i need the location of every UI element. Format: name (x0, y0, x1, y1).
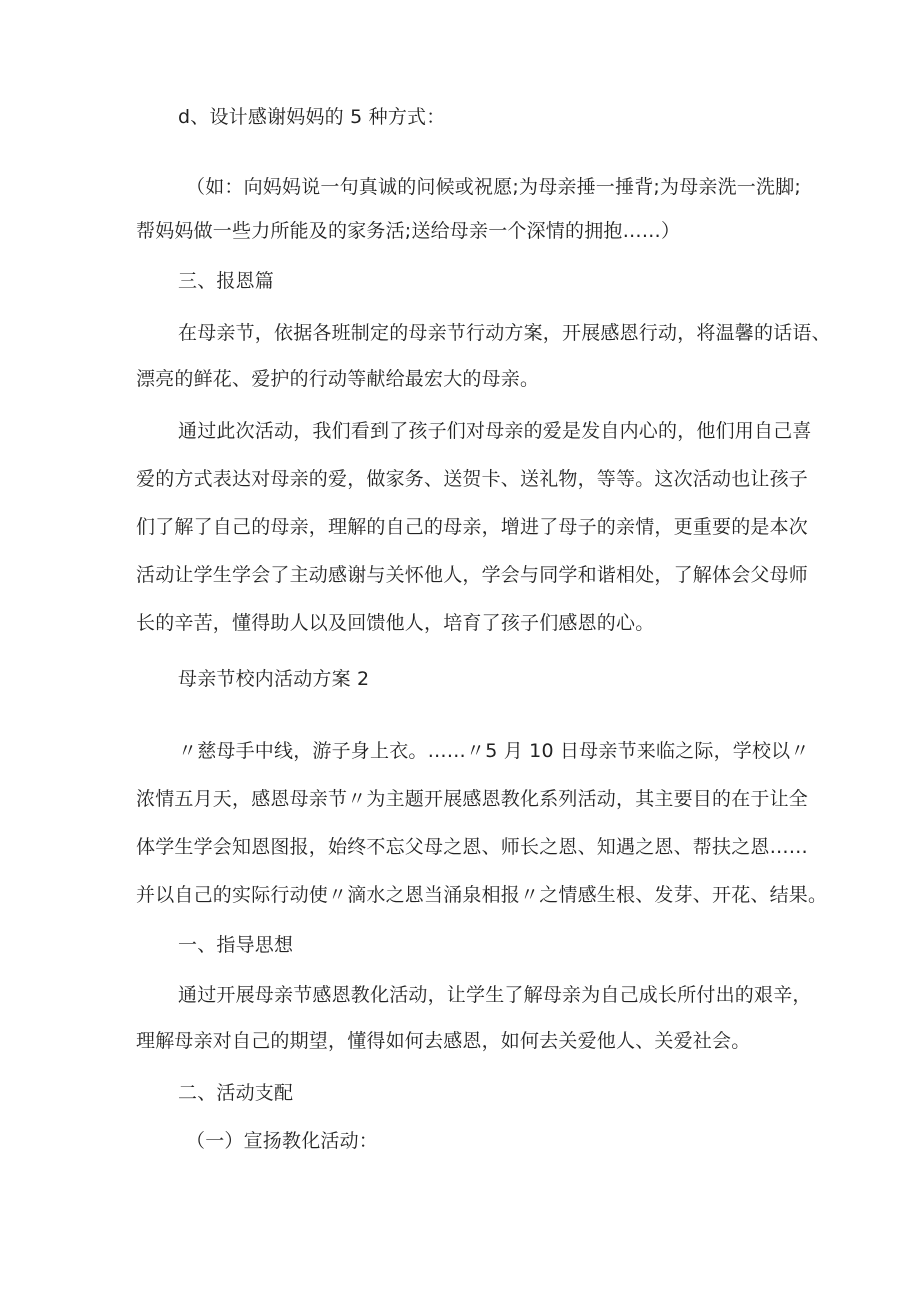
paragraph-3-line-4: 并以自己的实际行动使〃滴水之恩当涌泉相报〃之情感生根、发芽、开花、结果。 (136, 884, 828, 906)
subsection-title-promotion: （一）宣扬教化活动： (186, 1130, 379, 1152)
paragraph-2-line-4: 活动让学生学会了主动感谢与关怀他人，学会与同学和谐相处，了解体会父母师 (136, 564, 809, 586)
section-title-activity-arrangement: 二、活动支配 (178, 1082, 294, 1104)
paragraph-4-line-1: 通过开展母亲节感恩教化活动，让学生了解母亲为自己成长所付出的艰辛， (178, 984, 812, 1006)
example-line-2: 帮妈妈做一些力所能及的家务活;送给母亲一个深情的拥抱……） (136, 220, 681, 242)
paragraph-3-line-1: 〃慈母手中线，游子身上衣。……〃5 月 10 日母亲节来临之际，学校以〃 (178, 740, 810, 762)
example-line-1: （如：向妈妈说一句真诚的问候或祝愿;为母亲捶一捶背;为母亲洗一洗脚; (186, 176, 802, 198)
paragraph-4-line-2: 理解母亲对自己的期望，懂得如何去感恩，如何去关爱他人、关爱社会。 (136, 1030, 751, 1052)
paragraph-2-line-1: 通过此次活动，我们看到了孩子们对母亲的爱是发自内心的，他们用自己喜 (178, 420, 812, 442)
paragraph-3-line-3: 体学生学会知恩图报，始终不忘父母之恩、师长之恩、知遇之恩、帮扶之恩…… (136, 836, 809, 858)
paragraph-2-line-5: 长的辛苦，懂得助人以及回馈他人，培育了孩子们感恩的心。 (136, 612, 655, 634)
list-item-d: d、设计感谢妈妈的 5 种方式： (178, 106, 446, 128)
section-title-repay: 三、报恩篇 (178, 270, 275, 292)
paragraph-3-line-2: 浓情五月天，感恩母亲节〃为主题开展感恩教化系列活动，其主要目的在于让全 (136, 788, 809, 810)
plan-2-title: 母亲节校内活动方案 2 (178, 668, 370, 690)
paragraph-1-line-1: 在母亲节，依据各班制定的母亲节行动方案，开展感恩行动，将温馨的话语、 (178, 322, 831, 344)
section-title-guiding-ideology: 一、指导思想 (178, 934, 294, 956)
paragraph-1-line-2: 漂亮的鲜花、爱护的行动等献给最宏大的母亲。 (136, 368, 540, 390)
paragraph-2-line-3: 们了解了自己的母亲，理解的自己的母亲，增进了母子的亲情，更重要的是本次 (136, 516, 809, 538)
paragraph-2-line-2: 爱的方式表达对母亲的爱，做家务、送贺卡、送礼物，等等。这次活动也让孩子 (136, 468, 809, 490)
